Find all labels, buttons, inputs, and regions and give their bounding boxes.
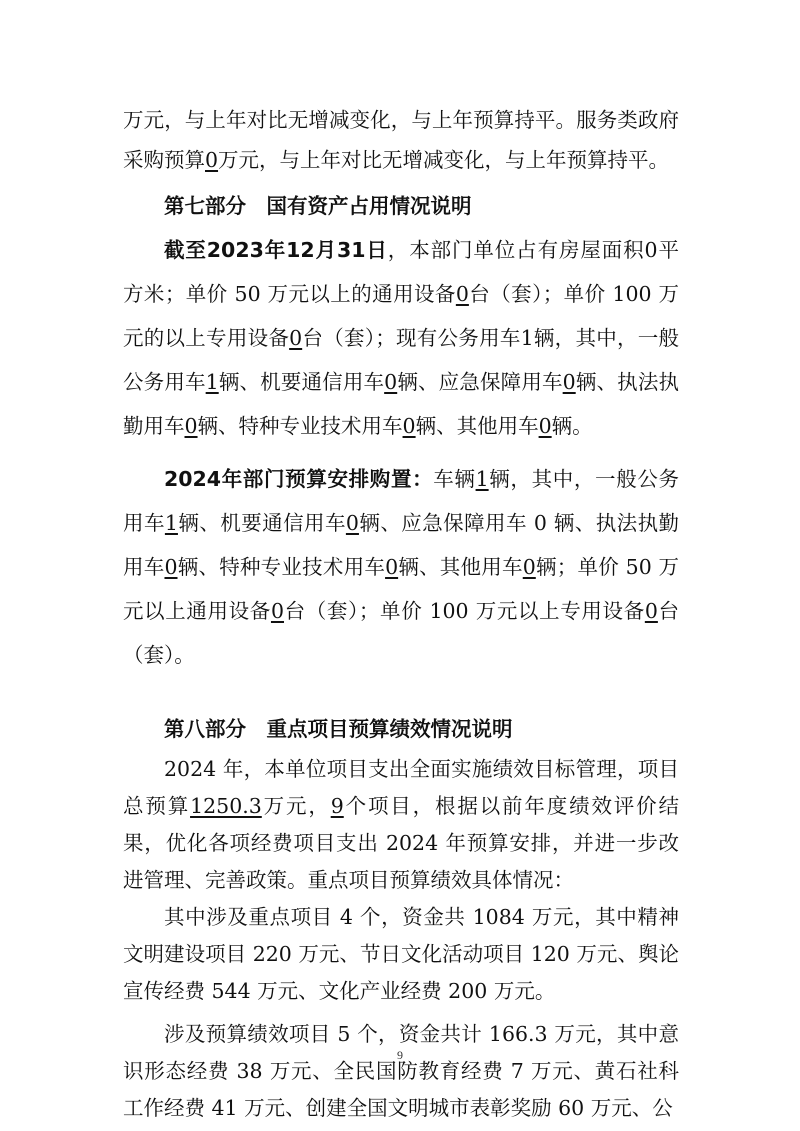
underlined-value: 0 (402, 414, 416, 438)
purchase-lead: 2024年部门预算安排购置： (164, 467, 434, 491)
text: 台（套）；现有公务用车1辆，其中，一般公务用车 (123, 326, 679, 394)
paragraph-assets (123, 228, 679, 448)
underlined-value: 0 (562, 370, 576, 394)
underlined-value: 1250.3 (190, 794, 262, 818)
text: 万元， (261, 794, 331, 818)
text: 辆。 (551, 414, 593, 438)
text: 辆、应急保障用车 (397, 370, 563, 394)
text: 辆、机要通信用车 (177, 511, 346, 535)
text: 辆、应急保障用车 0 辆、执法执勤用车 (123, 511, 680, 579)
page-number: 9 (397, 1048, 403, 1062)
text: 辆、特种专业技术用车 (197, 414, 403, 438)
text: 辆、其他用车 (398, 555, 523, 579)
underlined-value: 0 (289, 326, 303, 350)
underlined-value: 0 (384, 370, 398, 394)
date-lead: 截至2023年12月31日 (164, 238, 388, 262)
underlined-value: 1 (164, 511, 178, 535)
underlined-value: 0 (205, 148, 219, 172)
text: 辆、机要通信用车 (218, 370, 385, 394)
paragraph-purchases (123, 457, 679, 677)
text: 个项目，根据以前年度绩效评价结果，优化各项经费项目支出 2024 年预算安排，并进一步改进管理、完善政策。重点项目预算绩效具体情况： (123, 794, 680, 892)
text: 万元，与上年对比无增减变化，与上年预算持平。服务类政府采购预算 (123, 108, 679, 172)
underlined-value: 9 (330, 794, 344, 818)
underlined-value: 0 (184, 414, 198, 438)
underlined-value: 1 (475, 467, 489, 491)
text: 辆，其中，一般公务用车 (123, 467, 680, 535)
underlined-value: 1 (205, 370, 219, 394)
underlined-value: 0 (455, 282, 469, 306)
text: ，本部门单位占有房屋面积0平方米；单价 50 万元以上的通用设备 (123, 238, 679, 306)
text: 辆、特种专业技术用车 (177, 555, 386, 579)
text: 车辆 (433, 467, 476, 491)
section-8-heading: 第八部分 重点项目预算绩效情况说明 (164, 717, 513, 741)
text: 台（套）。 (123, 599, 680, 667)
paragraph-performance-intro (123, 751, 679, 899)
text: 辆；单价 50 万元以上通用设备 (123, 555, 680, 623)
paragraph-procurement (123, 100, 679, 180)
underlined-value: 0 (270, 599, 284, 623)
underlined-value: 0 (164, 555, 178, 579)
underlined-value: 0 (644, 599, 658, 623)
text: 万元，与上年对比无增减变化，与上年预算持平。 (218, 148, 670, 172)
paragraph-key-projects: 其中涉及重点项目 4 个，资金共 1084 万元，其中精神文明建设项目 220 万元、节日文化活动项目 120 万元、舆论宣传经费 544 万元、文化产业经费 200 万元。 (123, 905, 679, 1003)
underlined-value: 0 (522, 555, 536, 579)
text: 2024 年，本单位项目支出全面实施绩效目标管理，项目总预算 (123, 757, 679, 818)
text: 台（套）；单价 100 万元以上专用设备 (284, 599, 645, 623)
underlined-value: 0 (538, 414, 552, 438)
text: 台（套）；单价 100 万元的以上专用设备 (123, 282, 679, 350)
paragraph-performance-projects: 涉及预算绩效项目 5 个，资金共计 166.3 万元，其中意识形态经费 38 万元、全民国防教育经费 7 万元、黄石社科工作经费 41 万元、创建全国文明城市表彰奖励 60 万元、公 (123, 1022, 679, 1120)
text: 辆、执法执勤用车 (123, 370, 680, 438)
page-content (123, 100, 679, 1127)
underlined-value: 0 (345, 511, 359, 535)
text: 辆、其他用车 (415, 414, 539, 438)
section-7-heading: 第七部分 国有资产占用情况说明 (164, 194, 472, 218)
underlined-value: 0 (385, 555, 399, 579)
